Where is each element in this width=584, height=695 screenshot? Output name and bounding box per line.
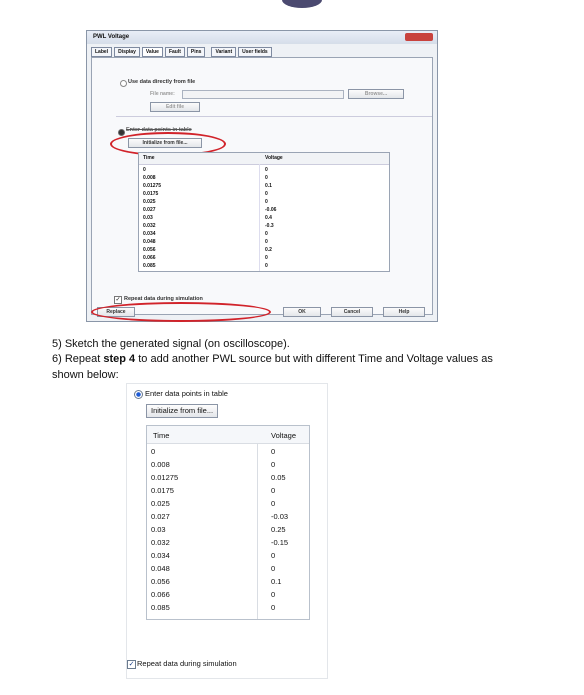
enter-table-radio-selected[interactable] <box>134 390 143 399</box>
instruction-step-5: 5) Sketch the generated signal (on oscilloscope). <box>52 338 290 350</box>
table-cell-voltage[interactable]: 0 <box>271 499 276 508</box>
initialize-from-file-button[interactable]: Initialize from file... <box>128 138 202 148</box>
repeat-label: Repeat data during simulation <box>124 296 203 302</box>
time-column-header: Time <box>153 431 170 440</box>
table-cell-voltage[interactable]: 0 <box>265 191 268 197</box>
table-cell-voltage[interactable]: 0 <box>271 603 276 612</box>
table-cell-voltage[interactable]: 0 <box>271 564 276 573</box>
replace-button[interactable]: Replace <box>97 307 135 317</box>
divider <box>116 116 432 117</box>
file-name-label: File name: <box>150 91 175 97</box>
cancel-button[interactable]: Cancel <box>331 307 373 317</box>
ok-button[interactable]: OK <box>283 307 321 317</box>
tab-value[interactable]: Value <box>142 47 163 57</box>
table-cell-time[interactable]: 0.01275 <box>143 183 162 189</box>
table-cell-time[interactable]: 0.008 <box>151 460 170 469</box>
table-cell-voltage[interactable]: 0.05 <box>271 473 286 482</box>
table-cell-voltage[interactable]: 0.1 <box>271 577 282 586</box>
time-column-header: Time <box>143 155 155 161</box>
value-panel <box>91 57 433 315</box>
table-cell-time[interactable]: 0.01275 <box>151 473 179 482</box>
data-points-table-2 <box>146 425 310 620</box>
help-button[interactable]: Help <box>383 307 425 317</box>
table-cell-time[interactable]: 0 <box>143 167 146 173</box>
table-cell-time[interactable]: 0.034 <box>143 231 156 237</box>
voltage-column-header: Voltage <box>271 431 297 440</box>
table-header <box>139 153 389 165</box>
instruction-text: to add another PWL source but with different Time and Voltage values as <box>135 353 493 365</box>
table-cell-voltage[interactable]: 0 <box>271 447 276 456</box>
tab-bar <box>91 47 272 57</box>
voltage-column-header: Voltage <box>265 155 283 161</box>
table-cell-voltage[interactable]: 0.25 <box>271 525 286 534</box>
column-divider <box>259 164 260 271</box>
table-cell-time[interactable]: 0.03 <box>151 525 166 534</box>
instruction-step-6 <box>52 352 493 367</box>
instruction-step-ref: step 4 <box>103 353 136 365</box>
tab-pins[interactable]: Pins <box>187 47 206 57</box>
table-cell-time[interactable]: 0.066 <box>143 255 156 261</box>
instruction-shown-below: shown below: <box>52 369 119 381</box>
pwl-voltage-dialog <box>86 30 438 322</box>
tab-display[interactable]: Display <box>114 47 140 57</box>
table-cell-time[interactable]: 0.03 <box>143 215 153 221</box>
table-cell-voltage[interactable]: 0 <box>265 199 268 205</box>
table-cell-voltage[interactable]: 0 <box>265 167 268 173</box>
table-cell-voltage[interactable]: 0 <box>271 551 276 560</box>
table-cell-time[interactable]: 0.056 <box>151 577 170 586</box>
data-points-table <box>138 152 390 272</box>
red-highlight-ellipse-bottom <box>91 302 271 322</box>
edit-file-button[interactable]: Edit file <box>150 102 200 112</box>
enter-table-label: Enter data points in table <box>145 389 228 398</box>
table-cell-time[interactable]: 0.048 <box>151 564 170 573</box>
table-cell-voltage[interactable]: 0 <box>265 239 268 245</box>
table-cell-time[interactable]: 0.0175 <box>143 191 159 197</box>
table-cell-voltage[interactable]: 0.2 <box>265 247 272 253</box>
initialize-from-file-button[interactable]: Initialize from file... <box>146 404 218 418</box>
table-cell-time[interactable]: 0.066 <box>151 590 170 599</box>
table-cell-voltage[interactable]: -0.06 <box>265 207 277 213</box>
table-cell-voltage[interactable]: 0 <box>265 263 268 269</box>
table-cell-time[interactable]: 0.032 <box>151 538 170 547</box>
browse-button[interactable]: Browse... <box>348 89 404 99</box>
table-cell-time[interactable]: 0.025 <box>151 499 170 508</box>
table-header <box>147 426 309 444</box>
table-cell-time[interactable]: 0 <box>151 447 156 456</box>
table-cell-voltage[interactable]: 0 <box>271 590 276 599</box>
dialog-title: PWL Voltage <box>93 34 130 40</box>
tab-variant[interactable]: Variant <box>211 47 236 57</box>
table-cell-time[interactable]: 0.085 <box>151 603 170 612</box>
table-cell-time[interactable]: 0.008 <box>143 175 156 181</box>
table-cell-time[interactable]: 0.025 <box>143 199 156 205</box>
repeat-checkbox[interactable]: ✓ <box>115 297 121 303</box>
table-cell-time[interactable]: 0.085 <box>143 263 156 269</box>
table-cell-voltage[interactable]: 0 <box>265 231 268 237</box>
tab-user-fields[interactable]: User fields <box>238 47 272 57</box>
table-cell-voltage[interactable]: -0.03 <box>271 512 289 521</box>
table-cell-voltage[interactable]: 0 <box>271 460 276 469</box>
table-cell-voltage[interactable]: -0.15 <box>271 538 289 547</box>
file-name-input[interactable] <box>182 90 344 99</box>
use-file-radio[interactable] <box>120 80 127 87</box>
table-cell-time[interactable]: 0.027 <box>151 512 170 521</box>
enter-table-radio[interactable] <box>118 129 125 136</box>
table-cell-time[interactable]: 0.032 <box>143 223 156 229</box>
instruction-text: 6) Repeat <box>52 353 104 365</box>
repeat-checkbox[interactable]: ✓ <box>128 661 135 668</box>
table-cell-voltage[interactable]: 0 <box>265 255 268 261</box>
table-cell-time[interactable]: 0.034 <box>151 551 170 560</box>
dialog-title-bar <box>87 31 437 44</box>
table-cell-voltage[interactable]: 0 <box>271 486 276 495</box>
table-cell-time[interactable]: 0.027 <box>143 207 156 213</box>
tab-label[interactable]: Label <box>91 47 112 57</box>
table-cell-time[interactable]: 0.056 <box>143 247 156 253</box>
table-cell-voltage[interactable]: 0.4 <box>265 215 272 221</box>
table-cell-voltage[interactable]: 0.1 <box>265 183 272 189</box>
close-button[interactable] <box>405 33 433 41</box>
enter-table-label: Enter data points in table <box>126 127 192 133</box>
table-cell-time[interactable]: 0.0175 <box>151 486 174 495</box>
table-cell-voltage[interactable]: 0 <box>265 175 268 181</box>
repeat-label: Repeat data during simulation <box>137 659 237 668</box>
table-cell-time[interactable]: 0.048 <box>143 239 156 245</box>
table-cell-voltage[interactable]: -0.3 <box>265 223 274 229</box>
tab-fault[interactable]: Fault <box>165 47 185 57</box>
use-file-label: Use data directly from file <box>128 79 196 85</box>
